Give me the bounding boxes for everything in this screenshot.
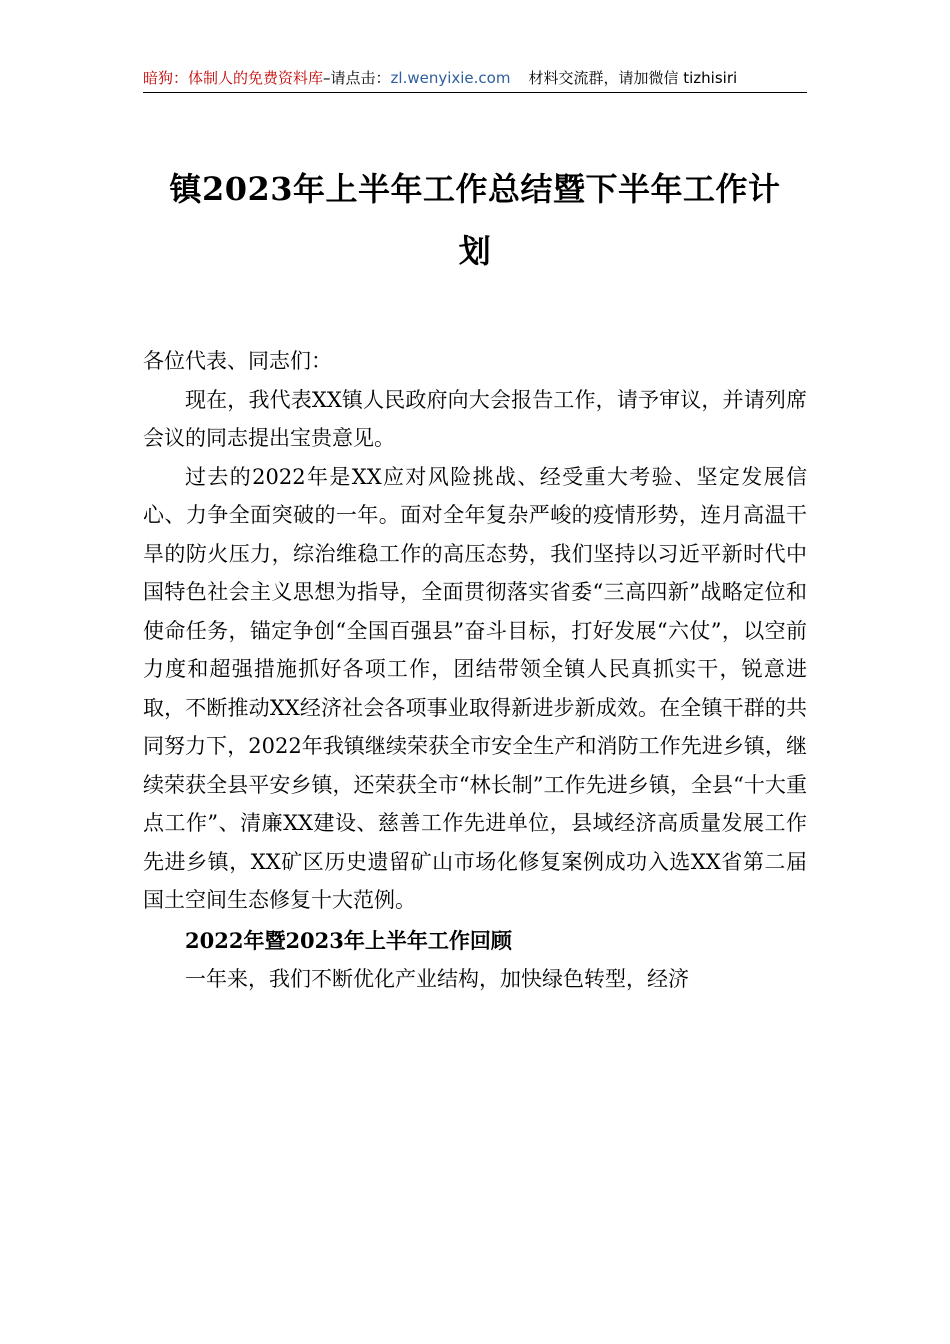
paragraph-3: 一年来，我们不断优化产业结构，加快绿色转型，经济: [185, 967, 689, 991]
header-link[interactable]: zl.wenyixie.com: [390, 69, 511, 87]
header-site-name: 暗狗：体制人的免费资料库: [143, 69, 324, 87]
page-header: [143, 66, 807, 93]
header-click-prompt: –请点击：: [323, 69, 391, 87]
document-body: [143, 342, 807, 999]
document-title: [143, 158, 807, 282]
salutation: 各位代表、同志们：: [143, 349, 332, 373]
paragraph-2: 过去的2022年是XX应对风险挑战、经受重大考验、坚定发展信心、力争全面突破的一年。面对全年复杂严峻的疫情形势，连月高温干旱的防火压力，综治维稳工作的高压态势，我们坚持以习近平新时代中国特色社会主义思想为指导，全面贯彻落实省委“三高四新”战略定位和使命任务，锚定争创“全国百强县”奋斗目标，打好发展“六仗”，以空前力度和超强措施抓好各项工作，团结带领全镇人民真抓实干，锐意进取，不断推动XX经济社会各项事业取得新进步新成效。在全镇干群的共同努力下，2022年我镇继续荣获全市安全生产和消防工作先进乡镇，继续荣获全县平安乡镇，还荣获全市“林长制”工作先进乡镇，全县“十大重点工作”、清廉XX建设、慈善工作先进单位，县域经济高质量发展工作先进乡镇，XX矿区历史遗留矿山市场化修复案例成功入选XX省第二届国土空间生态修复十大范例。: [143, 464, 807, 912]
document-title-line-1: 镇2023年上半年工作总结暨下半年工作计: [169, 170, 781, 208]
paragraph-1: 现在，我代表XX镇人民政府向大会报告工作，请予审议，并请列席会议的同志提出宝贵意见。: [143, 387, 807, 450]
document-title-line-2: 划: [458, 232, 492, 270]
header-group-note: 材料交流群，请加微信 tizhisiri: [528, 69, 738, 87]
section-heading: 2022年暨2023年上半年工作回顾: [185, 927, 512, 953]
